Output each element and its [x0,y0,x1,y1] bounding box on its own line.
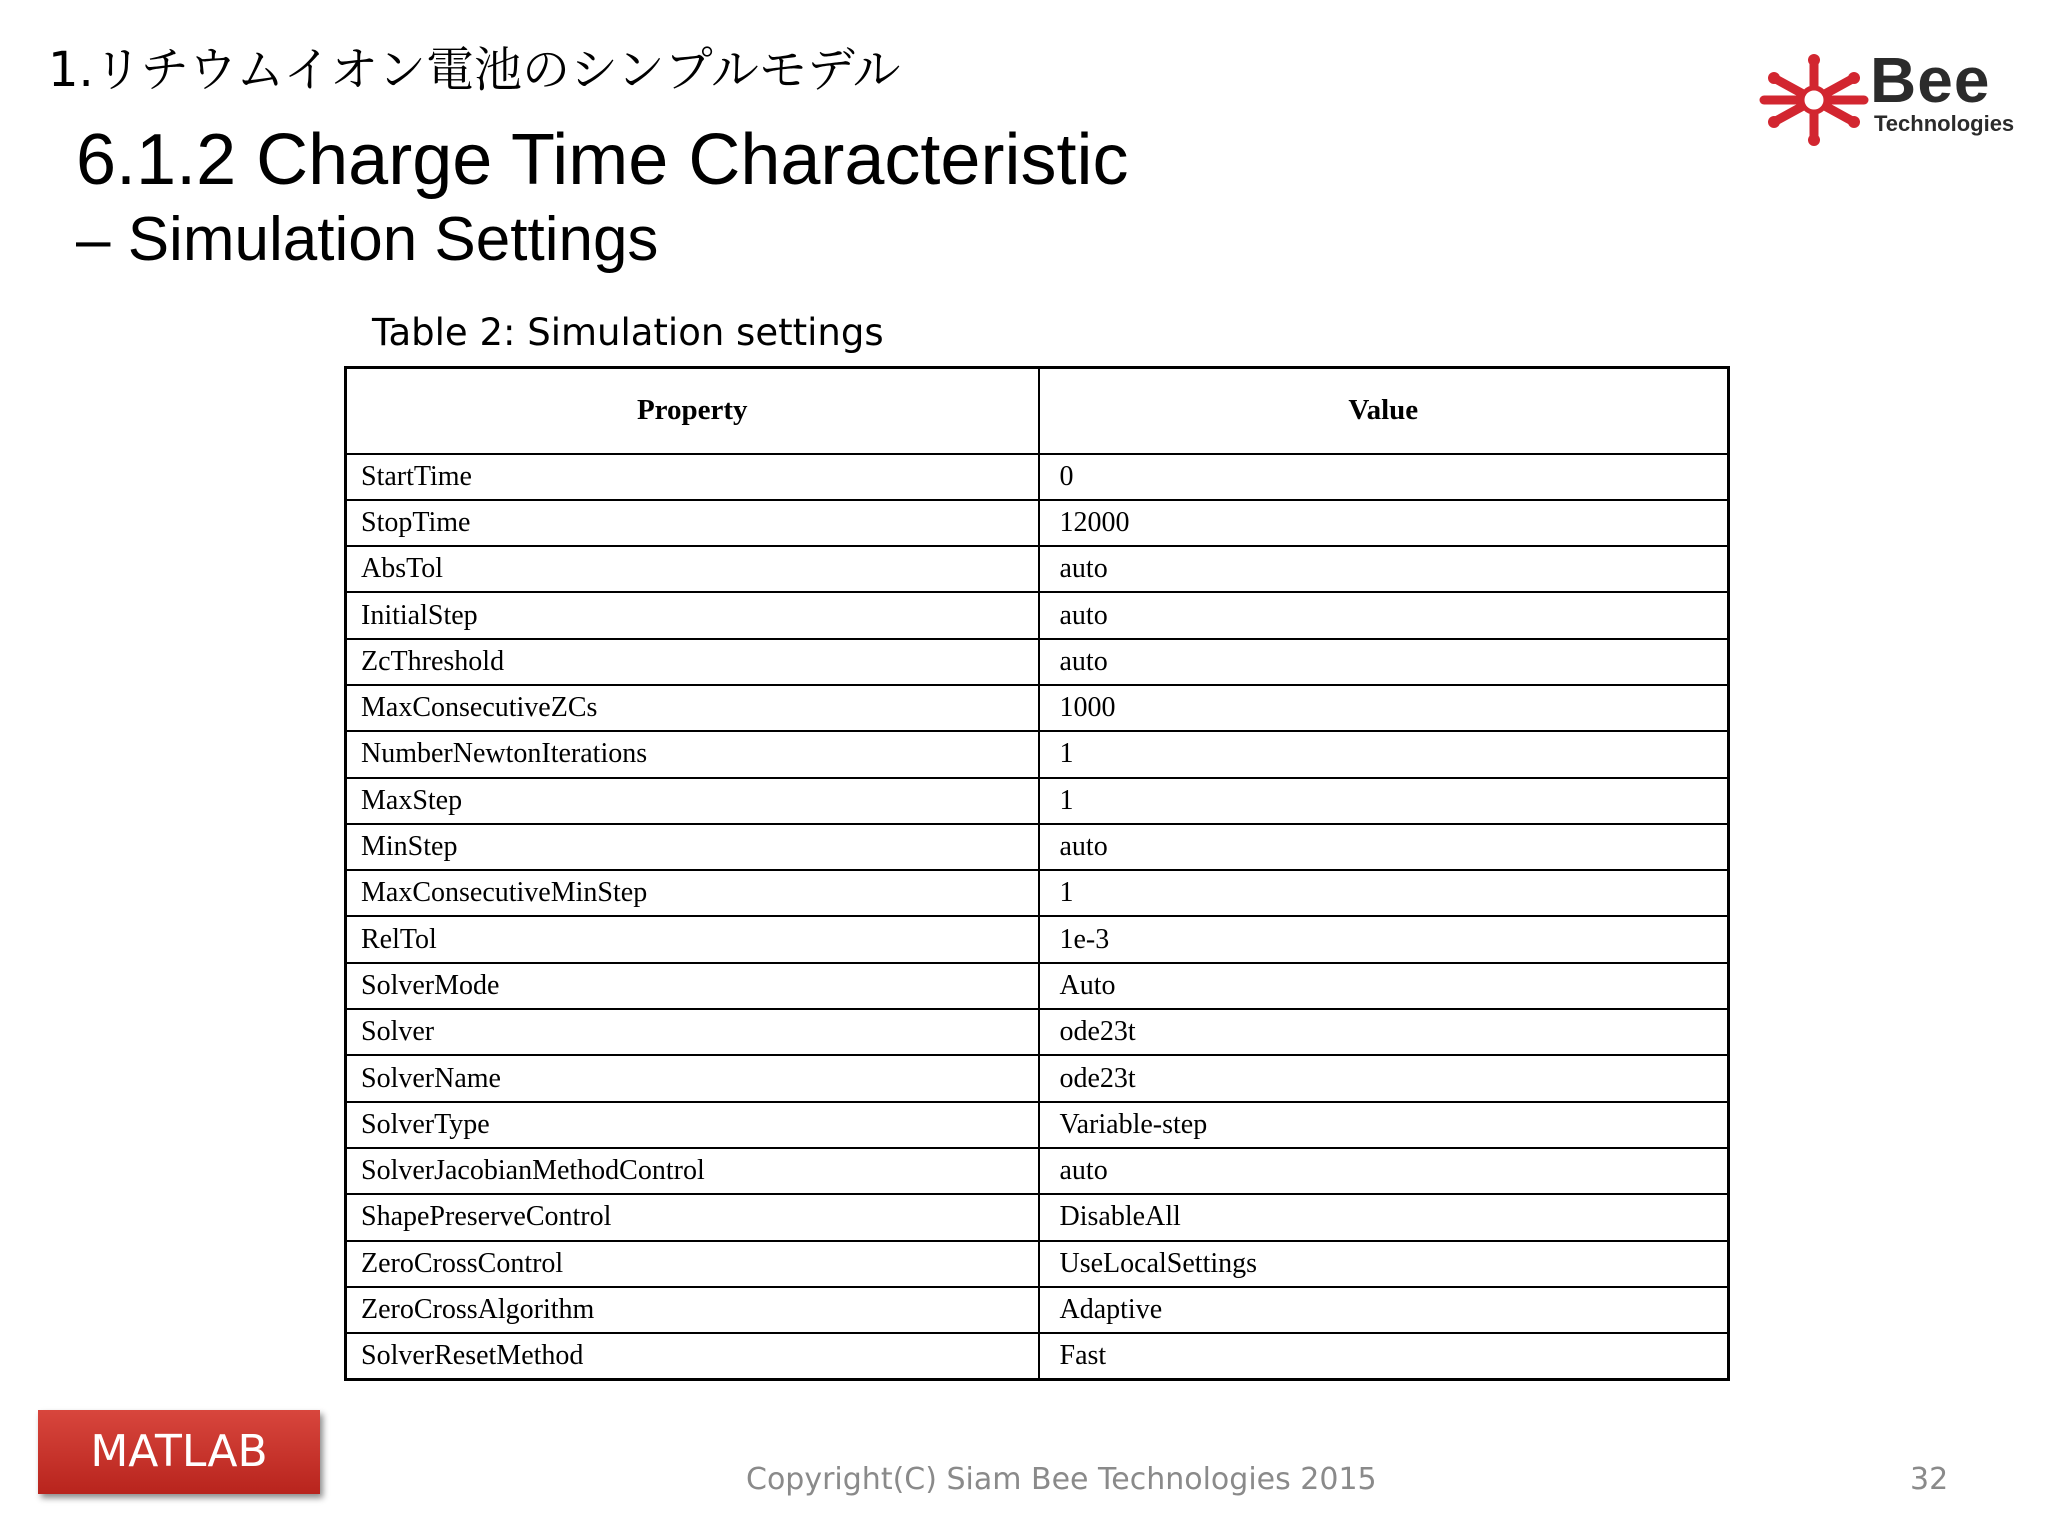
value-cell: 0 [1039,454,1729,500]
value-cell: 1000 [1039,685,1729,731]
value-cell: Fast [1039,1333,1729,1379]
value-cell: Adaptive [1039,1287,1729,1333]
header-value: Value [1039,368,1729,454]
simulation-settings-table [344,366,1730,1381]
property-cell: SolverResetMethod [346,1333,1039,1379]
table-header-row [346,368,1729,454]
bee-technologies-logo [1758,44,2022,150]
slide-title: 6.1.2 Charge Time Characteristic [76,120,1129,200]
value-cell: Variable-step [1039,1102,1729,1148]
section-heading: 1.リチウムイオン電池のシンプルモデル [48,42,901,98]
table-row [346,1009,1729,1055]
property-cell: SolverType [346,1102,1039,1148]
logo-wordmark: Bee [1870,44,1991,116]
value-cell: auto [1039,592,1729,638]
table-row [346,685,1729,731]
table-row [346,1194,1729,1240]
table-row [346,1241,1729,1287]
property-cell: StopTime [346,500,1039,546]
bee-logo-icon [1758,50,1870,150]
value-cell: ode23t [1039,1009,1729,1055]
matlab-badge: MATLAB [38,1410,320,1494]
table-caption: Table 2: Simulation settings [372,311,884,354]
value-cell: ode23t [1039,1055,1729,1101]
table-row [346,639,1729,685]
property-cell: StartTime [346,454,1039,500]
table-row [346,1102,1729,1148]
table-row [346,731,1729,777]
property-cell: NumberNewtonIterations [346,731,1039,777]
table-body [346,454,1729,1380]
property-cell: MaxConsecutiveZCs [346,685,1039,731]
property-cell: ZeroCrossControl [346,1241,1039,1287]
property-cell: RelTol [346,916,1039,962]
table-row [346,592,1729,638]
value-cell: 12000 [1039,500,1729,546]
table-row [346,824,1729,870]
table-row [346,500,1729,546]
value-cell: 1 [1039,870,1729,916]
value-cell: 1e-3 [1039,916,1729,962]
logo-tagline: Technologies [1874,111,2015,136]
value-cell: auto [1039,824,1729,870]
table-row [346,778,1729,824]
value-cell: auto [1039,546,1729,592]
table-row [346,1148,1729,1194]
property-cell: MaxStep [346,778,1039,824]
value-cell: auto [1039,639,1729,685]
property-cell: MaxConsecutiveMinStep [346,870,1039,916]
table-row [346,963,1729,1009]
value-cell: 1 [1039,778,1729,824]
slide-subtitle: – Simulation Settings [76,205,659,274]
property-cell: SolverMode [346,963,1039,1009]
value-cell: UseLocalSettings [1039,1241,1729,1287]
property-cell: ZeroCrossAlgorithm [346,1287,1039,1333]
table-row [346,454,1729,500]
property-cell: MinStep [346,824,1039,870]
page-number: 32 [1910,1462,1949,1497]
property-cell: SolverJacobianMethodControl [346,1148,1039,1194]
property-cell: SolverName [346,1055,1039,1101]
property-cell: AbsTol [346,546,1039,592]
copyright-notice: Copyright(C) Siam Bee Technologies 2015 [746,1462,1377,1497]
table-row [346,916,1729,962]
value-cell: auto [1039,1148,1729,1194]
property-cell: ZcThreshold [346,639,1039,685]
header-property: Property [346,368,1039,454]
property-cell: InitialStep [346,592,1039,638]
property-cell: Solver [346,1009,1039,1055]
table-row [346,1055,1729,1101]
property-cell: ShapePreserveControl [346,1194,1039,1240]
table-row [346,870,1729,916]
table-row [346,546,1729,592]
table-row [346,1287,1729,1333]
table-row [346,1333,1729,1379]
value-cell: Auto [1039,963,1729,1009]
value-cell: 1 [1039,731,1729,777]
value-cell: DisableAll [1039,1194,1729,1240]
